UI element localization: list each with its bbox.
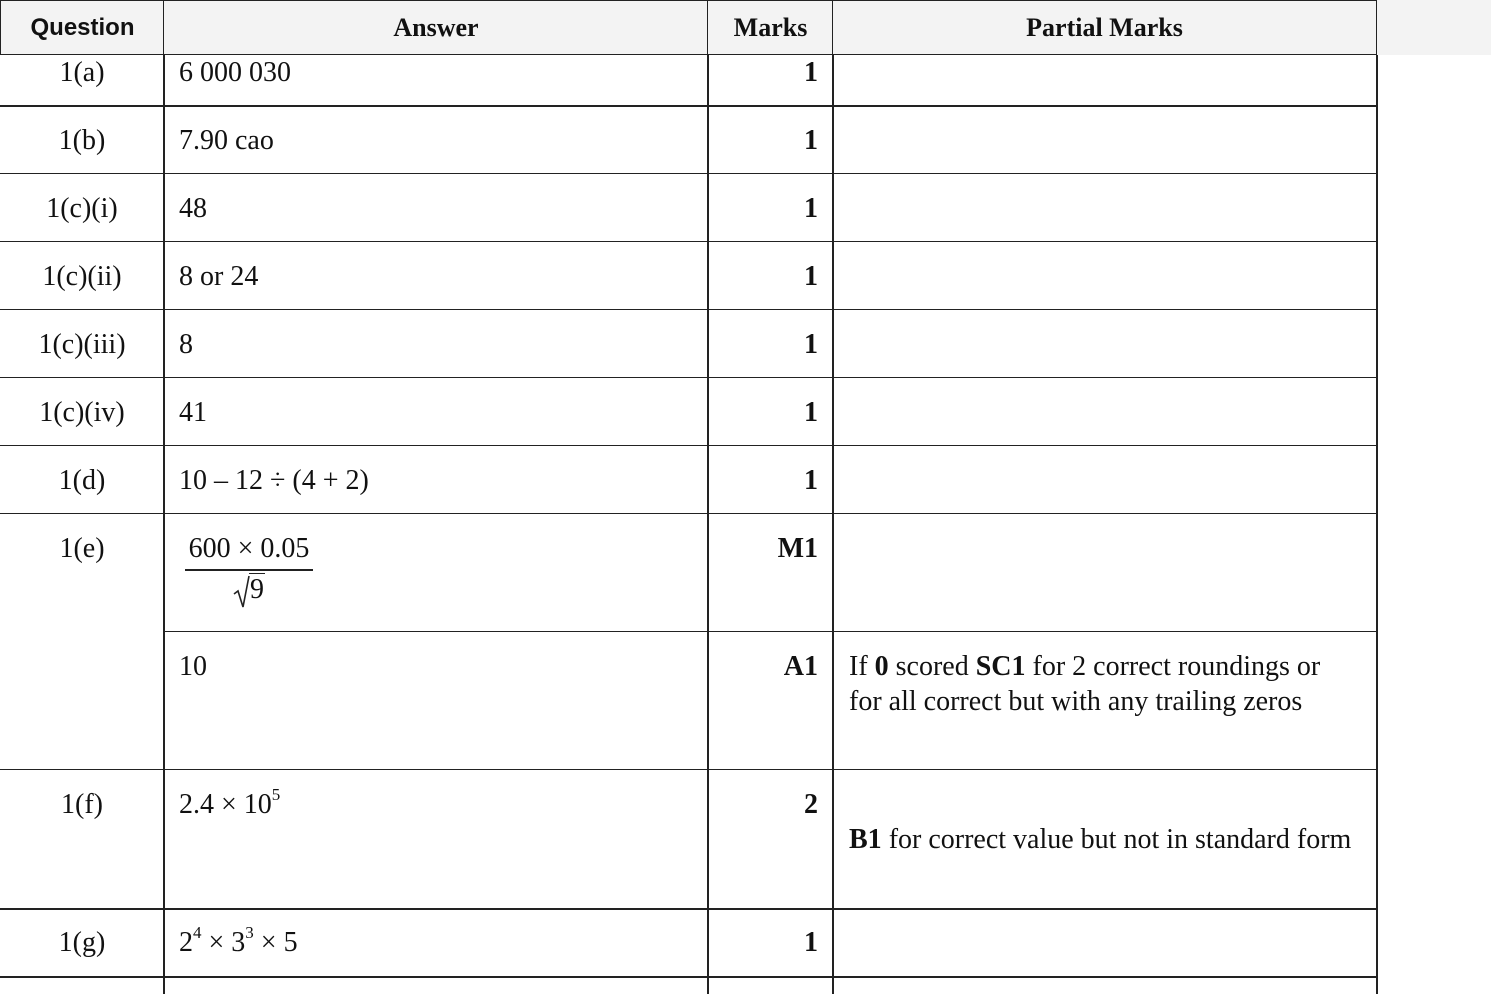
answer-text (179, 925, 699, 960)
row-divider (0, 513, 1377, 514)
header-answer: Answer (163, 0, 709, 55)
marks-value: 1 (804, 329, 818, 360)
radicand: 9 (250, 573, 264, 605)
fraction-numerator: 600 × 0.05 (188, 533, 310, 564)
answer-base: × 5 (253, 927, 298, 958)
column-divider (1376, 55, 1378, 994)
question-number: 1(b) (58, 125, 106, 156)
answer-exponent: 4 (193, 923, 202, 942)
marks-value: 1 (804, 397, 818, 428)
marks-value: 1 (804, 261, 818, 292)
marks-value: M1 (777, 533, 818, 564)
question-number: 1(c)(iv) (39, 397, 125, 428)
note-text: for correct value but not in standard form (881, 824, 1352, 855)
answer-text: 41 (179, 397, 207, 428)
question-number: 1(c)(iii) (38, 329, 126, 360)
header-marks: Marks (707, 0, 834, 55)
answer-text: 10 – 12 ÷ (4 + 2) (179, 465, 369, 496)
square-root (233, 573, 265, 607)
row-divider (0, 445, 1377, 446)
question-number: 1(e) (59, 533, 105, 564)
note-text: If (849, 651, 875, 682)
header-question: Question (0, 0, 165, 55)
marks-value: 1 (804, 57, 818, 88)
question-number: 1(c)(i) (46, 193, 118, 224)
answer-text: 8 (179, 329, 193, 360)
row-divider (0, 377, 1377, 378)
note-bold: 0 (874, 651, 889, 682)
question-number: 1(d) (58, 465, 106, 496)
marks-value: A1 (783, 651, 818, 682)
answer-fraction (185, 533, 313, 607)
question-number: 1(f) (61, 789, 103, 820)
row-divider (0, 241, 1377, 242)
note-text: scored (888, 651, 976, 682)
column-divider (832, 55, 834, 994)
partial-marks-note (849, 649, 1359, 719)
row-divider (0, 769, 1377, 770)
answer-text: 48 (179, 193, 207, 224)
radical-sign-icon (233, 575, 251, 609)
answer-exponent: 3 (245, 923, 254, 942)
question-number: 1(g) (58, 927, 106, 958)
fraction-bar (185, 569, 313, 571)
row-divider (164, 631, 1377, 632)
note-text: for 2 correct roundings or for all correct but with any trailing zeros (849, 651, 1321, 717)
note-bold: SC1 (975, 651, 1026, 682)
marks-value: 1 (804, 125, 818, 156)
partial-marks-note (849, 822, 1359, 857)
answer-base: 2 (179, 927, 193, 958)
marks-value: 2 (804, 789, 818, 820)
marks-value: 1 (804, 927, 818, 958)
row-divider (0, 173, 1377, 174)
question-number: 1(a) (59, 57, 105, 88)
marks-value: 1 (804, 193, 818, 224)
answer-text: 6 000 030 (179, 57, 291, 88)
row-divider (0, 105, 1377, 107)
answer-exponent: 5 (271, 785, 281, 804)
row-divider (0, 908, 1377, 910)
answer-text: 7.90 cao (179, 125, 274, 156)
answer-text: 10 (179, 651, 207, 682)
answer-text: 8 or 24 (179, 261, 259, 292)
note-bold: B1 (849, 824, 882, 855)
header-partial-marks: Partial Marks (832, 0, 1377, 55)
row-divider (0, 976, 1377, 978)
marks-value: 1 (804, 465, 818, 496)
answer-text (179, 787, 699, 822)
answer-base: 2.4 × 10 (179, 789, 272, 820)
answer-base: × 3 (201, 927, 246, 958)
fraction-denominator (185, 573, 313, 607)
question-number: 1(c)(ii) (42, 261, 122, 292)
row-divider (0, 309, 1377, 310)
